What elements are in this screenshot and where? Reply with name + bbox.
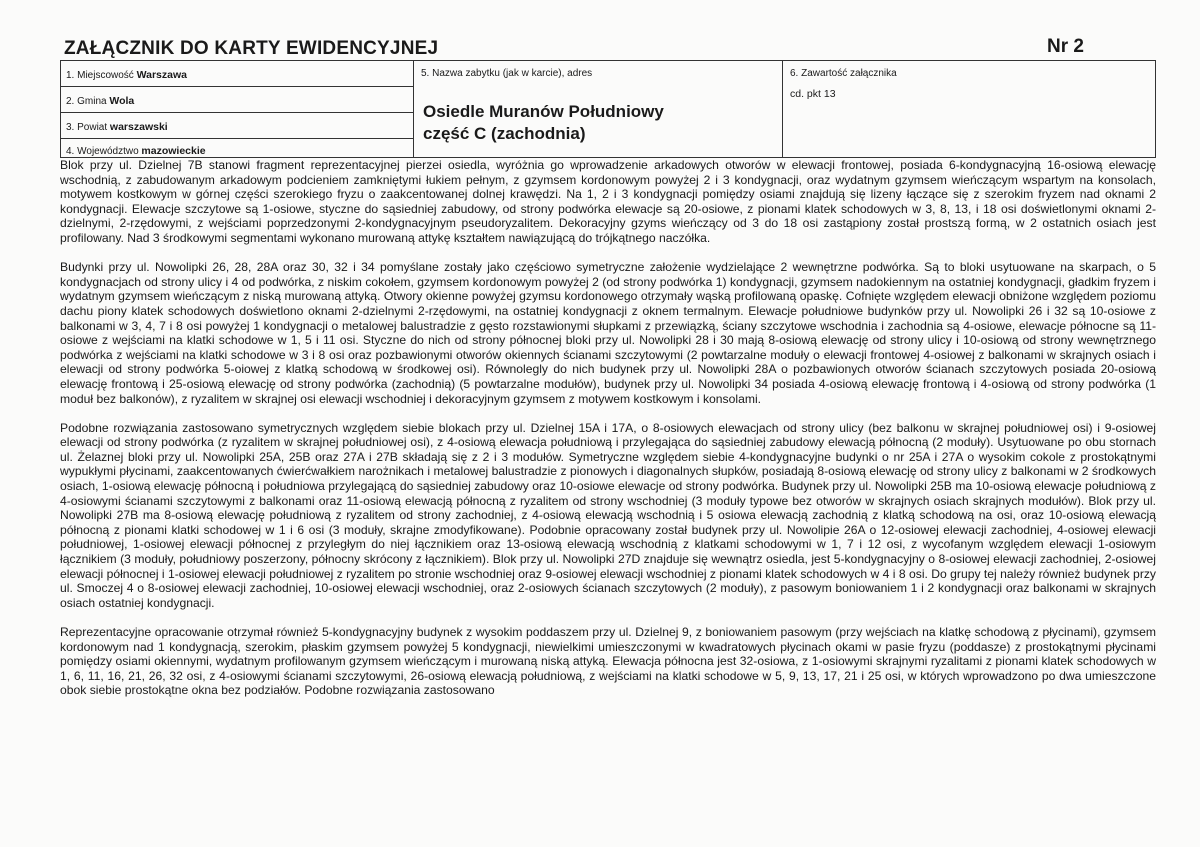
voivodeship-field	[61, 139, 413, 159]
district-field	[61, 113, 413, 139]
location-column	[61, 61, 414, 157]
paragraph-nowolipki-26-34: Budynki przy ul. Nowolipki 26, 28, 28A oraz 30, 32 i 34 pomyślane zostały jako częściowo symetryczne założenie wydzielające 2 wewnętrzne podwórka. Są to bloki usytuowane na skarpach, o 5 kondygnacjach od strony ulicy i 4 od podwórka, z niskim cokołem, gzymsem kordonowym powyżej 2 (od strony podwórka 1) kondygnacji, gzymsem nadokiennym na ostatniej kondygnacji, gładkim fryzem i wydatnym gzymsem wieńczącym z niską murowaną attyką. Otwory okienne powyżej gzymsu kordonowego otrzymały wąską profilowaną opaskę. Cofnięte względem elewacji obniżone względem poziomu dachu piony klatek schodowych doświetlono oknami 2-dzielnymi 2-rzędowymi, na ostatniej kondygnacji z oknem termalnym. Elewacje południowe budynków przy ul. Nowolipki 26 i 32 są 10-osiowe z balkonami w 3, 4, 7 i 8 osi powyżej 1 kondygnacji o metalowej balustradzie z gęsto rozstawionymi słupkami z przewiązką, ściany szczytowe wschodnia i zachodnia są 4-osiowe, elewacje północne są 11-osiowe z wejściami na klatki schodowe w 1, 5 i 11 osi. Styczne do nich od strony północnej bloki przy ul. Nowolipki 28 i 30 mają 8-osiową elewację od strony ulicy i 10-osiową od strony wewnętrznego podwórka z wejściami na klatki schodowe w 3 i 8 osi oraz pozbawionymi otworów okiennych ścianami szczytowymi (2 powtarzalne moduły o elewacji frontowej 4-osiowej z balkonami w skrajnych osiach i elewacji od strony podwórka 5-oiowej z klatką schodową w środkowej osi). Równolegly do nich budynek przy ul. Nowolipki 28A o pozbawionych otworów ścianach szczytowych posiada 20-osiową elewację frontową i 25-osiową elewację od strony podwórka (zachodnią) (5 powtarzalne modułów), budynek przy ul. Nowolipki 34 posiada 4-osiową elewację frontową i 4-osiową od strony podwórka (1 moduł bez balkonów), z ryzalitem w skrajnej osi elewacji wschodniej i dekoracyjnym gzymsem z motywem kostkowym i konsolami.	[60, 260, 1156, 406]
content-value: cd. pkt 13	[790, 88, 836, 100]
voivodeship-value: mazowieckie	[141, 145, 206, 157]
paragraph-dzielna-9: Reprezentacyjne opracowanie otrzymał również 5-kondygnacyjny budynek z wysokim poddaszem przy ul. Dzielnej 9, z boniowaniem pasowym (przy wejściach na klatkę schodową z płycinami), gzymsem kordonowym nad 1 kondygnacją, szerokim, płaskim gzymsem powyżej 5 kondygnacji, niewielkimi umieszczonymi w kwadratowych płycinach okami w pasie fryzu (poddasze) z prostokątnymi płycinami pomiędzy osiami okiennymi, wydatnym profilowanym gzymsem wieńczącym i murowaną niską attyką. Elewacja północna jest 32-osiowa, z 1-osiowymi skrajnymi ryzalitami z pionami klatek schodowych w 1, 6, 11, 16, 21, 26, 32 osi, z 4-osiowymi ścianami szczytowymi, 26-osiową elewacją południową, z wejściami na klatki schodowe w 5, 9, 13, 17, 21 i 25 osi, w których wprowadzono po dwa umieszczone obok siebie prostokątne okna bez podziałów. Podobne rozwiązania zastosowano	[60, 625, 1156, 698]
voivodeship-label: 4. Województwo	[66, 146, 139, 157]
header-table	[60, 60, 1156, 158]
monument-name-line1: Osiedle Muranów Południowy	[423, 102, 664, 121]
document-body	[60, 158, 1156, 713]
commune-field	[61, 87, 413, 113]
monument-name	[423, 101, 664, 145]
district-label: 3. Powiat	[66, 122, 108, 133]
monument-name-line2: część C (zachodnia)	[423, 124, 586, 143]
commune-label: 2. Gmina	[66, 96, 107, 107]
commune-value: Wola	[109, 95, 135, 107]
locality-label: 1. Miejscowość	[66, 70, 134, 81]
paragraph-symmetric-blocks: Podobne rozwiązania zastosowano symetrycznych względem siebie blokach przy ul. Dzielnej 15A i 17A, o 8-osiowych elewacjach od strony ulicy (bez balkonu w skrajnej południowej osi) i 9-osiowej elewacji od strony podwórka (z ryzalitem w skrajnej południowej osi), z 4-osiową elewacja południową i przylegająca do sąsiedniej zabudowy elewacją północną (2 moduły). Usytuowane po obu stornach ul. Żelaznej bloki przy ul. Nowolipki 25A, 25B oraz 27A i 27B składają się z 2 i 3 modułów. Symetryczne względem siebie 4-kondygnacyjne budynki o nr 25A i 27A o wysokim cokole z prostokątnymi wypukłymi płycinami, zaakcentowanych ćwierćwałkiem narożnikach i metalowej balustradzie z pionowych i diagonalnych słupków, posiadają 8-osiową elewację od strony ulicy z balkonami w 2 środkowych osiach, 1-osiową elewację północną i południowa przylegającą do sąsiedniej zabudowy oraz 10-osiowe elewacje od strony podwórka. Budynek przy ul. Nowolipki 25B ma 10-osiową elewacje południową z 4-osiowymi ścianami szczytowymi z balkonami oraz 11-osiową elewacją północną z ryzalitem od strony wschodniej (3 moduły typowe bez otworów w skrajnych osiach skrajnych modułów). Blok przy ul. Nowolipki 27B ma 8-osiową elewację południową z ryzalitem od strony zachodniej, z 4-osiową elewacją wschodnią i 5 osiowa elewacją zachodnią z klatką schodową na osi, oraz 10-osiową elewacją północną z pionami klatki schodowej w 1 i 6 osi (3 moduły, skrajne zmodyfikowane). Podobnie opracowany został budynek przy ul. Nowolipie 26A o 12-osiowej elewacji zachodniej, 4-osiowej elewacji południowej, 1-osiowej elewacji północnej z przyległym do niej łącznikiem oraz 13-osiową elewacją wschodnią z klatkami schodowymi w 1, 7 i 12 osi, z wycofanym względem elewacji 1-osiowym łącznikiem (3 moduły, południowy poszerzony, północny skrócony z łącznikiem). Blok przy ul. Nowolipki 27D znajduje się wewnątrz osiedla, jest 5-kondygnacyjny o 8-osiowej elewacji zachodniej, 2-osiowej elewacji północnej i 1-osiowej elewacji południowej z ryzalitem po stronie wschodniej oraz 9-osiowej elewacji wschodniej z pionami klatek schodowych w 4 i 8 osi. Do grupy tej należy również budynek przy ul. Smoczej 4 o 8-osiowej elewacji zachodniej, 10-osiowej elewacji wschodniej, oraz 2-osiowych ścianach szczytowych (2 moduły), z pasowym boniowaniem 1 i 2 kondygnacji oraz balkonami w skrajnych osiach ostatniej kondygnacji.	[60, 420, 1156, 610]
paragraph-dzielna-7b: Blok przy ul. Dzielnej 7B stanowi fragment reprezentacyjnej pierzei osiedla, wyróżnia go wprowadzenie arkadowych otworów w elewacji frontowej, posiada 6-kondygnacyjną 16-osiową elewację wschodnią, z zabudowanym arkadowym podcieniem zamkniętymi łukiem pełnym, z gzymsem kordonowym powyżej 2 i 3 kondygnacji, oraz wydatnym gzymsem wieńczącym wspartym na konsolach, motywem kostkowym w górnej części szerokiego fryzu o zaakcentowanej dolnej krawędzi. Na 1, 2 i 3 kondygnacji pomiędzy osiami znajdują się lizeny łączące się z szerokim fryzem nad oknami 2 kondygnacji. Elewacje szczytowe są 1-osiowe, styczne do sąsiedniej zabudowy, od strony podwórka elewacje są 20-osiowe, z pionami klatek schodowych w 3, 8, 13, i 18 osi doświetlonymi oknami 2-dzielnymi, 2-rzędowymi, z wejściami poprzedzonymi 2-kondygnacyjnym pseudoryzalitem. Dekoracyjny gzyms wieńczący od 3 do 18 osi zastąpiony został prostszą formą, w 2 ostatnich osiach jest profilowany. Nad 3 środkowymi segmentami wykonano murowaną attykę kształtem nawiązującą do trójkątnego naczółka.	[60, 158, 1156, 245]
locality-value: Warszawa	[136, 69, 187, 81]
page-title: ZAŁĄCZNIK DO KARTY EWIDENCYJNEJ	[64, 38, 439, 59]
content-label: 6. Zawartość załącznika	[790, 68, 897, 79]
district-value: warszawski	[109, 121, 168, 133]
attachment-number: Nr 2	[1047, 36, 1084, 57]
monument-label: 5. Nazwa zabytku (jak w karcie), adres	[421, 68, 593, 79]
locality-field	[61, 61, 413, 87]
monument-column	[413, 61, 783, 157]
content-column	[782, 61, 1155, 157]
